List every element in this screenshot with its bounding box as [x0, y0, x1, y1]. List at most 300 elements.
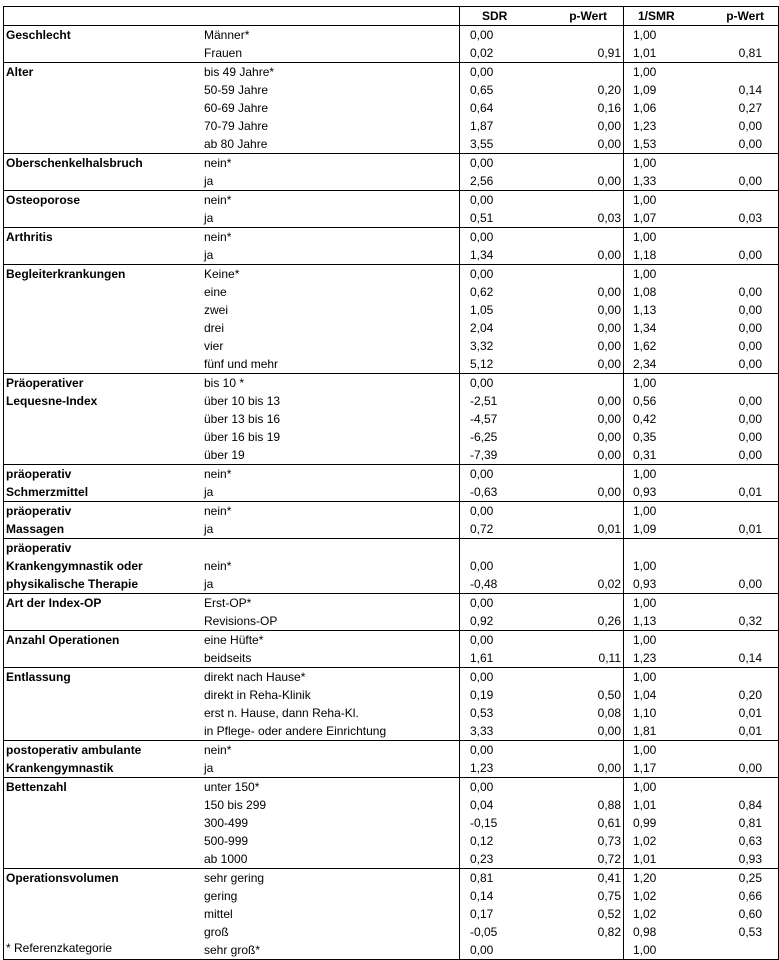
- category-cell: Erst-OP*: [201, 594, 460, 613]
- table-row: [4, 704, 779, 722]
- group-label: Massagen: [4, 520, 202, 539]
- table-row: [4, 686, 779, 704]
- sdr-cell: 3,55: [460, 135, 543, 154]
- group-label: Krankengymnastik oder: [4, 557, 202, 575]
- smr-cell: 0,99: [624, 814, 703, 832]
- p-value-2-cell: 0,00: [702, 319, 779, 337]
- sdr-cell: -0,48: [460, 575, 543, 594]
- group-label: [4, 117, 202, 135]
- smr-cell: 1,00: [624, 557, 703, 575]
- smr-cell: 1,08: [624, 283, 703, 301]
- p-value-2-cell: [702, 668, 779, 687]
- group-label: präoperativ: [4, 465, 202, 484]
- p-value-1-cell: 0,00: [597, 137, 621, 151]
- smr-cell: 1,23: [624, 117, 703, 135]
- table-row: [4, 191, 779, 210]
- sdr-cell: 0,14: [460, 887, 543, 905]
- smr-cell: 1,02: [624, 887, 703, 905]
- p-value-1-cell: 0,00: [597, 339, 621, 353]
- table-row: [4, 668, 779, 687]
- smr-cell: 1,00: [624, 741, 703, 760]
- table-row: [4, 741, 779, 760]
- p-value-2-cell: [702, 741, 779, 760]
- sdr-cell: 0,00: [460, 557, 543, 575]
- group-label: [4, 923, 202, 941]
- sdr-cell: -4,57: [460, 410, 543, 428]
- p-value-2-cell: 0,00: [702, 575, 779, 594]
- p-value-2-cell: [702, 465, 779, 484]
- header-p-value-1: p-Wert: [542, 7, 624, 26]
- p-value-2-cell: [702, 502, 779, 521]
- smr-cell: 1,00: [624, 778, 703, 797]
- smr-cell: 1,07: [624, 209, 703, 228]
- sdr-cell: 0,00: [460, 778, 543, 797]
- group-label: [4, 704, 202, 722]
- category-cell: direkt in Reha-Klinik: [204, 688, 311, 702]
- sdr-cell: 0,00: [460, 465, 543, 484]
- p-value-1-cell: 0,00: [597, 303, 621, 317]
- sdr-cell: 1,23: [460, 759, 543, 778]
- p-value-2-cell: 0,01: [702, 722, 779, 741]
- p-value-1-cell: 0,91: [597, 46, 621, 60]
- p-value-2-cell: 0,00: [702, 301, 779, 319]
- p-value-2-cell: 0,25: [702, 869, 779, 888]
- category-cell: [201, 539, 460, 558]
- category-cell: drei: [204, 321, 225, 335]
- smr-cell: 0,93: [624, 575, 703, 594]
- category-cell: über 10 bis 13: [204, 394, 281, 408]
- p-value-2-cell: 0,81: [702, 814, 779, 832]
- category-cell: nein*: [201, 502, 460, 521]
- p-value-1-cell: 0,08: [597, 706, 621, 720]
- group-label: [4, 832, 202, 850]
- smr-cell: 1,13: [624, 301, 703, 319]
- group-label: Alter: [4, 63, 202, 82]
- category-cell: vier: [204, 339, 224, 353]
- category-cell: über 19: [204, 448, 245, 462]
- p-value-2-cell: 0,01: [702, 520, 779, 539]
- sdr-cell: 0,00: [460, 941, 543, 960]
- p-value-2-cell: 0,63: [702, 832, 779, 850]
- p-value-2-cell: 0,00: [702, 135, 779, 154]
- group-label: [4, 722, 202, 741]
- p-value-2-cell: 0,84: [702, 796, 779, 814]
- group-label: Art der Index-OP: [4, 594, 202, 613]
- category-cell: nein*: [204, 559, 232, 573]
- category-cell: sehr groß*: [201, 941, 460, 960]
- smr-cell: 1,01: [624, 796, 703, 814]
- footnote: * Referenzkategorie: [6, 941, 113, 955]
- sdr-cell: 0,00: [460, 668, 543, 687]
- table-row: [4, 265, 779, 284]
- table-row: [4, 135, 779, 154]
- group-label: [4, 796, 202, 814]
- category-cell: über 16 bis 19: [204, 430, 281, 444]
- table-body: [4, 26, 779, 960]
- sdr-cell: 0,19: [460, 686, 543, 704]
- p-value-2-cell: [702, 63, 779, 82]
- table-row: [4, 905, 779, 923]
- header-blank-category: [201, 7, 460, 26]
- table-row: [4, 99, 779, 117]
- group-label: Krankengymnastik: [4, 759, 202, 778]
- sdr-cell: 0,00: [460, 265, 543, 284]
- table-row: [4, 814, 779, 832]
- group-label: [4, 850, 202, 869]
- smr-cell: 1,04: [624, 686, 703, 704]
- smr-cell: 1,02: [624, 832, 703, 850]
- sdr-cell: 1,34: [460, 246, 543, 265]
- smr-cell: 1,81: [624, 722, 703, 741]
- category-cell: beidseits: [204, 651, 252, 665]
- p-value-2-cell: [702, 941, 779, 960]
- smr-cell: 1,00: [624, 265, 703, 284]
- smr-cell: 1,10: [624, 704, 703, 722]
- p-value-2-cell: [702, 154, 779, 173]
- category-cell: nein*: [201, 154, 460, 173]
- smr-cell: 1,20: [624, 869, 703, 888]
- header-blank-group: [4, 7, 202, 26]
- sdr-cell: 0,65: [460, 81, 543, 99]
- sdr-cell: 0,00: [460, 741, 543, 760]
- p-value-1-cell: 0,00: [597, 412, 621, 426]
- smr-cell: 0,98: [624, 923, 703, 941]
- p-value-2-cell: 0,14: [702, 81, 779, 99]
- header-sdr: SDR: [460, 7, 543, 26]
- smr-cell: 1,09: [624, 520, 703, 539]
- sdr-cell: 0,00: [460, 191, 543, 210]
- category-cell: gering: [204, 889, 238, 903]
- category-cell: 50-59 Jahre: [204, 83, 269, 97]
- p-value-1-cell: 0,50: [597, 688, 621, 702]
- smr-cell: 1,09: [624, 81, 703, 99]
- p-value-2-cell: [702, 539, 779, 558]
- sdr-cell: 0,92: [460, 612, 543, 631]
- smr-cell: 1,18: [624, 246, 703, 265]
- p-value-1-cell: 0,88: [597, 798, 621, 812]
- p-value-1-cell: [542, 941, 624, 960]
- p-value-1-cell: 0,01: [597, 522, 621, 536]
- smr-cell: 1,23: [624, 649, 703, 668]
- table-row: [4, 209, 779, 228]
- p-value-1-cell: 0,00: [597, 285, 621, 299]
- category-cell: sehr gering: [201, 869, 460, 888]
- group-label: [4, 319, 202, 337]
- p-value-2-cell: 0,00: [702, 172, 779, 191]
- group-label: [4, 44, 202, 63]
- sdr-cell: 2,04: [460, 319, 543, 337]
- category-cell: über 13 bis 16: [204, 412, 281, 426]
- sdr-cell: 0,51: [460, 209, 543, 228]
- sdr-cell: -0,63: [460, 483, 543, 502]
- table-row: [4, 502, 779, 521]
- category-cell: ja: [204, 577, 214, 591]
- smr-cell: 1,00: [624, 941, 703, 960]
- p-value-1-cell: [542, 502, 624, 521]
- sdr-cell: 0,02: [460, 44, 543, 63]
- table-row: [4, 301, 779, 319]
- category-cell: nein*: [201, 228, 460, 247]
- group-label: Oberschenkelhalsbruch: [4, 154, 202, 173]
- group-label: [4, 246, 202, 265]
- smr-cell: 1,06: [624, 99, 703, 117]
- smr-cell: 0,35: [624, 428, 703, 446]
- table-row: [4, 410, 779, 428]
- group-label: Begleiterkrankungen: [4, 265, 202, 284]
- group-label: [4, 428, 202, 446]
- smr-cell: 1,01: [624, 44, 703, 63]
- group-label: [4, 410, 202, 428]
- category-cell: Männer*: [201, 26, 460, 45]
- p-value-2-cell: [702, 778, 779, 797]
- p-value-2-cell: 0,00: [702, 117, 779, 135]
- p-value-1-cell: 0,00: [597, 394, 621, 408]
- table-row: [4, 63, 779, 82]
- p-value-1-cell: [542, 228, 624, 247]
- group-label: [4, 301, 202, 319]
- table-row: [4, 117, 779, 135]
- p-value-2-cell: 0,81: [702, 44, 779, 63]
- category-cell: 60-69 Jahre: [204, 101, 269, 115]
- p-value-1-cell: 0,00: [597, 357, 621, 371]
- sdr-cell: 0,00: [460, 228, 543, 247]
- smr-cell: 0,56: [624, 392, 703, 410]
- table-row: [4, 649, 779, 668]
- table-row: [4, 869, 779, 888]
- p-value-1-cell: [542, 741, 624, 760]
- group-label: [4, 612, 202, 631]
- table-row: [4, 374, 779, 393]
- table-row: [4, 44, 779, 63]
- table-row: [4, 337, 779, 355]
- p-value-1-cell: 0,00: [597, 724, 621, 738]
- p-value-2-cell: 0,66: [702, 887, 779, 905]
- smr-cell: 1,00: [624, 374, 703, 393]
- group-label: [4, 814, 202, 832]
- sdr-cell: 0,00: [460, 374, 543, 393]
- p-value-2-cell: [702, 594, 779, 613]
- p-value-2-cell: [702, 265, 779, 284]
- category-cell: unter 150*: [201, 778, 460, 797]
- p-value-1-cell: 0,52: [597, 907, 621, 921]
- sdr-cell: 0,00: [460, 594, 543, 613]
- sdr-cell: 5,12: [460, 355, 543, 374]
- p-value-1-cell: [542, 154, 624, 173]
- smr-cell: 1,01: [624, 850, 703, 869]
- smr-cell: 1,00: [624, 191, 703, 210]
- smr-cell: 1,00: [624, 668, 703, 687]
- table-row: [4, 228, 779, 247]
- smr-cell: 1,33: [624, 172, 703, 191]
- p-value-2-cell: 0,00: [702, 410, 779, 428]
- p-value-2-cell: 0,01: [702, 704, 779, 722]
- p-value-1-cell: 0,20: [597, 83, 621, 97]
- smr-cell: 0,31: [624, 446, 703, 465]
- category-cell: bis 49 Jahre*: [201, 63, 460, 82]
- group-label: [4, 649, 202, 668]
- table-row: [4, 428, 779, 446]
- p-value-2-cell: 0,32: [702, 612, 779, 631]
- group-label: Arthritis: [4, 228, 202, 247]
- p-value-1-cell: [542, 63, 624, 82]
- group-label: [4, 446, 202, 465]
- p-value-2-cell: 0,01: [702, 483, 779, 502]
- category-cell: fünf und mehr: [204, 357, 279, 371]
- table-row: [4, 850, 779, 869]
- smr-cell: 1,00: [624, 465, 703, 484]
- p-value-1-cell: 0,00: [597, 119, 621, 133]
- category-cell: zwei: [204, 303, 229, 317]
- p-value-2-cell: 0,00: [702, 337, 779, 355]
- sdr-cell: -6,25: [460, 428, 543, 446]
- sdr-cell: 0,00: [460, 502, 543, 521]
- table-row: [4, 759, 779, 778]
- category-cell: ja: [204, 485, 214, 499]
- group-label: [4, 686, 202, 704]
- category-cell: 70-79 Jahre: [204, 119, 269, 133]
- sdr-cell: 0,00: [460, 26, 543, 45]
- category-cell: ja: [204, 174, 214, 188]
- header-row: [4, 7, 779, 26]
- p-value-2-cell: [702, 26, 779, 45]
- p-value-1-cell: [542, 539, 624, 558]
- group-label: [4, 209, 202, 228]
- group-label: Entlassung: [4, 668, 202, 687]
- sdr-cell: 0,00: [460, 63, 543, 82]
- p-value-2-cell: [702, 191, 779, 210]
- group-label: Lequesne-Index: [4, 392, 202, 410]
- p-value-1-cell: [542, 668, 624, 687]
- smr-cell: 1,00: [624, 594, 703, 613]
- p-value-2-cell: 0,00: [702, 759, 779, 778]
- category-cell: 150 bis 299: [204, 798, 267, 812]
- category-cell: ja: [204, 761, 214, 775]
- p-value-2-cell: [702, 374, 779, 393]
- p-value-1-cell: 0,00: [597, 448, 621, 462]
- category-cell: erst n. Hause, dann Reha-Kl.: [204, 706, 359, 720]
- group-label: [4, 135, 202, 154]
- p-value-2-cell: 0,00: [702, 283, 779, 301]
- p-value-1-cell: [542, 778, 624, 797]
- p-value-2-cell: 0,03: [702, 209, 779, 228]
- p-value-1-cell: [542, 557, 624, 575]
- smr-cell: 1,34: [624, 319, 703, 337]
- smr-cell: 1,00: [624, 154, 703, 173]
- category-cell: nein*: [201, 741, 460, 760]
- p-value-1-cell: [542, 594, 624, 613]
- smr-cell: [624, 539, 703, 558]
- header-p-value-2: p-Wert: [702, 7, 779, 26]
- category-cell: ja: [204, 248, 214, 262]
- smr-cell: 0,42: [624, 410, 703, 428]
- category-cell: mittel: [204, 907, 233, 921]
- category-cell: eine: [204, 285, 227, 299]
- p-value-1-cell: 0,11: [598, 651, 621, 665]
- group-label: präoperativ: [4, 539, 202, 558]
- p-value-1-cell: 0,75: [597, 889, 621, 903]
- table-row: [4, 612, 779, 631]
- p-value-2-cell: 0,14: [702, 649, 779, 668]
- smr-cell: 1,17: [624, 759, 703, 778]
- p-value-1-cell: 0,61: [597, 816, 621, 830]
- table-row: [4, 722, 779, 741]
- p-value-2-cell: 0,93: [702, 850, 779, 869]
- table-row: [4, 465, 779, 484]
- group-label: präoperativ: [4, 502, 202, 521]
- sdr-cell: 0,00: [460, 154, 543, 173]
- p-value-2-cell: 0,00: [702, 392, 779, 410]
- sdr-cell: 1,05: [460, 301, 543, 319]
- p-value-1-cell: 0,16: [597, 101, 621, 115]
- category-cell: Revisions-OP: [204, 614, 278, 628]
- sdr-cell: 0,62: [460, 283, 543, 301]
- group-label: Anzahl Operationen: [4, 631, 202, 650]
- category-cell: nein*: [201, 191, 460, 210]
- sdr-cell: [460, 539, 543, 558]
- sdr-cell: 2,56: [460, 172, 543, 191]
- p-value-1-cell: 0,82: [597, 925, 621, 939]
- p-value-1-cell: [542, 374, 624, 393]
- sdr-cell: 1,87: [460, 117, 543, 135]
- sdr-cell: 3,32: [460, 337, 543, 355]
- p-value-1-cell: [542, 191, 624, 210]
- p-value-1-cell: 0,00: [597, 485, 621, 499]
- p-value-2-cell: [702, 557, 779, 575]
- category-cell: ab 1000: [204, 852, 248, 866]
- p-value-1-cell: 0,00: [597, 248, 621, 262]
- sdr-cell: 0,53: [460, 704, 543, 722]
- smr-cell: 1,00: [624, 228, 703, 247]
- smr-cell: 1,00: [624, 26, 703, 45]
- table-row: [4, 887, 779, 905]
- table-row: [4, 483, 779, 502]
- table-row: [4, 520, 779, 539]
- sdr-cell: 0,04: [460, 796, 543, 814]
- p-value-2-cell: 0,00: [702, 355, 779, 374]
- table-row: [4, 355, 779, 374]
- table-row: [4, 796, 779, 814]
- p-value-2-cell: [702, 631, 779, 650]
- sdr-cell: 0,17: [460, 905, 543, 923]
- table-row: [4, 172, 779, 191]
- table-row: [4, 283, 779, 301]
- p-value-2-cell: 0,20: [702, 686, 779, 704]
- p-value-1-cell: 0,03: [597, 211, 621, 225]
- smr-cell: 1,53: [624, 135, 703, 154]
- p-value-1-cell: 0,72: [597, 852, 621, 866]
- group-label: [4, 355, 202, 374]
- p-value-2-cell: 0,00: [702, 428, 779, 446]
- sdr-cell: 0,23: [460, 850, 543, 869]
- table-row: [4, 631, 779, 650]
- p-value-1-cell: 0,00: [597, 761, 621, 775]
- group-label: Bettenzahl: [4, 778, 202, 797]
- table-row: [4, 923, 779, 941]
- sdr-cell: 0,00: [460, 631, 543, 650]
- category-cell: 500-999: [204, 834, 249, 848]
- sdr-cell: 0,81: [460, 869, 543, 888]
- sdr-cell: -0,15: [460, 814, 543, 832]
- table-row: [4, 81, 779, 99]
- category-cell: direkt nach Hause*: [201, 668, 460, 687]
- table-row: [4, 539, 779, 558]
- table-row: [4, 941, 779, 960]
- group-label: [4, 887, 202, 905]
- group-label: Geschlecht: [4, 26, 202, 45]
- group-label: [4, 283, 202, 301]
- smr-cell: 1,00: [624, 63, 703, 82]
- group-label: Schmerzmittel: [4, 483, 202, 502]
